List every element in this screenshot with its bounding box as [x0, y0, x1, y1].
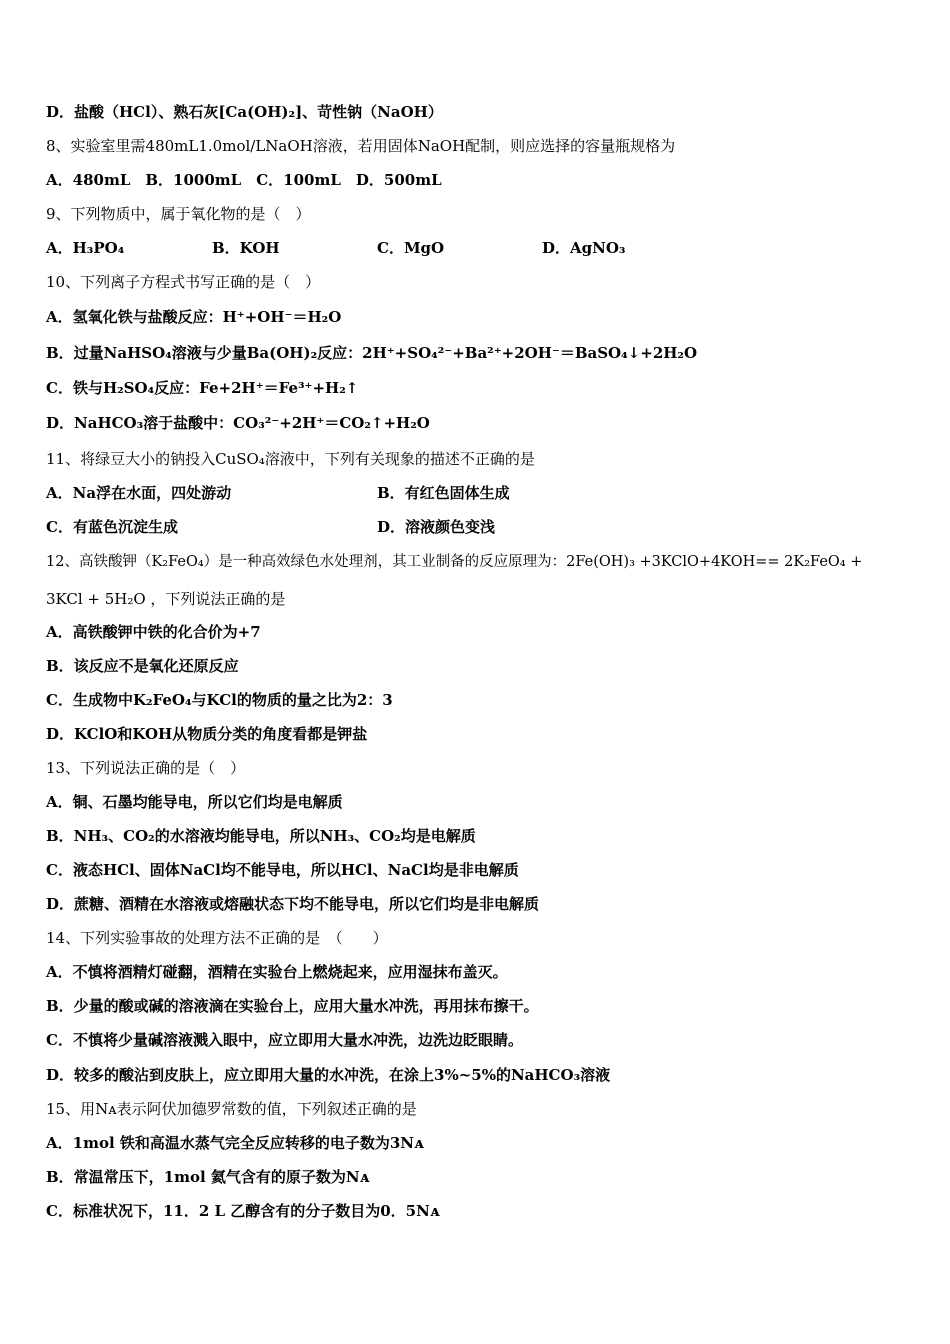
q13-option-b: B．NH₃、CO₂的水溶液均能导电，所以NH₃、CO₂均是电解质: [46, 827, 476, 845]
q10-option-b: B．过量NaHSO₄溶液与少量Ba(OH)₂反应：2H⁺+SO₄²⁻+Ba²⁺+2OH⁻＝BaSO₄↓+2H₂O: [46, 344, 698, 362]
q12-option-a: A．高铁酸钾中铁的化合价为+7: [46, 623, 261, 641]
q12-option-d: D．KClO和KOH从物质分类的角度看都是钾盐: [46, 725, 368, 743]
q9-option-a: A．H₃PO₄: [46, 239, 125, 257]
q14-option-c: C．不慎将少量碱溶液溅入眼中，应立即用大量水冲洗，边洗边眨眼睛。: [46, 1031, 523, 1049]
q9-option-c: C．MgO: [377, 239, 445, 257]
q7-option-d: D．盐酸（HCl）、熟石灰[Ca(OH)₂]、苛性钠（NaOH）: [46, 103, 443, 121]
q8-stem: 8、实验室里需480mL1.0mol/LNaOH溶液，若用固体NaOH配制，则应选择的容量瓶规格为: [46, 137, 676, 155]
q13-option-d: D．蔗糖、酒精在水溶液或熔融状态下均不能导电，所以它们均是非电解质: [46, 895, 540, 913]
q10-stem: 10、下列离子方程式书写正确的是（ ）: [46, 273, 321, 291]
q12-option-b: B．该反应不是氧化还原反应: [46, 657, 239, 675]
q10-option-a: A．氢氧化铁与盐酸反应：H⁺+OH⁻＝H₂O: [46, 308, 342, 326]
q14-stem: 14、下列实验事故的处理方法不正确的是 （ ）: [46, 929, 388, 947]
q14-option-a: A．不慎将酒精灯碰翻，酒精在实验台上燃烧起来，应用湿抹布盖灭。: [46, 963, 508, 981]
q14-option-b: B．少量的酸或碱的溶液滴在实验台上，应用大量水冲洗，再用抹布擦干。: [46, 997, 539, 1015]
q12-option-c: C．生成物中K₂FeO₄与KCl的物质的量之比为2：3: [46, 691, 393, 709]
q11-stem: 11、将绿豆大小的钠投入CuSO₄溶液中，下列有关现象的描述不正确的是: [46, 450, 535, 468]
q11-option-b: B．有红色固体生成: [377, 484, 510, 502]
q15-stem: 15、用Nᴀ表示阿伏加德罗常数的值，下列叙述正确的是: [46, 1100, 417, 1118]
q14-option-d: D．较多的酸沾到皮肤上，应立即用大量的水冲洗，在涂上3%~5%的NaHCO₃溶液: [46, 1066, 611, 1084]
q12-stem-line1: 12、高铁酸钾（K₂FeO₄）是一种高效绿色水处理剂，其工业制备的反应原理为：2Fe(OH)₃ +3KClO+4KOH== 2K₂FeO₄ +: [46, 554, 863, 570]
q9-option-b: B．KOH: [212, 239, 280, 257]
q11-option-c: C．有蓝色沉淀生成: [46, 518, 178, 536]
q15-option-b: B．常温常压下，1mol 氦气含有的原子数为Nᴀ: [46, 1168, 370, 1186]
q9-option-d: D．AgNO₃: [542, 239, 626, 257]
q11-option-a: A．Na浮在水面，四处游动: [46, 484, 232, 502]
q11-option-d: D．溶液颜色变浅: [377, 518, 496, 536]
q13-option-a: A．铜、石墨均能导电，所以它们均是电解质: [46, 793, 343, 811]
q13-option-c: C．液态HCl、固体NaCl均不能导电，所以HCl、NaCl均是非电解质: [46, 861, 519, 879]
q15-option-a: A．1mol 铁和高温水蒸气完全反应转移的电子数为3Nᴀ: [46, 1134, 424, 1152]
q8-options: A．480mL B．1000mL C．100mL D．500mL: [46, 171, 442, 189]
q10-option-c: C．铁与H₂SO₄反应：Fe+2H⁺＝Fe³⁺+H₂↑: [46, 379, 359, 397]
q12-stem-line2: 3KCl + 5H₂O ，下列说法正确的是: [46, 590, 286, 608]
q10-option-d: D．NaHCO₃溶于盐酸中：CO₃²⁻+2H⁺＝CO₂↑+H₂O: [46, 414, 430, 432]
q9-stem: 9、下列物质中，属于氧化物的是（ ）: [46, 205, 311, 223]
q13-stem: 13、下列说法正确的是（ ）: [46, 759, 246, 777]
q15-option-c: C．标准状况下，11．2 L 乙醇含有的分子数目为0．5Nᴀ: [46, 1202, 440, 1220]
